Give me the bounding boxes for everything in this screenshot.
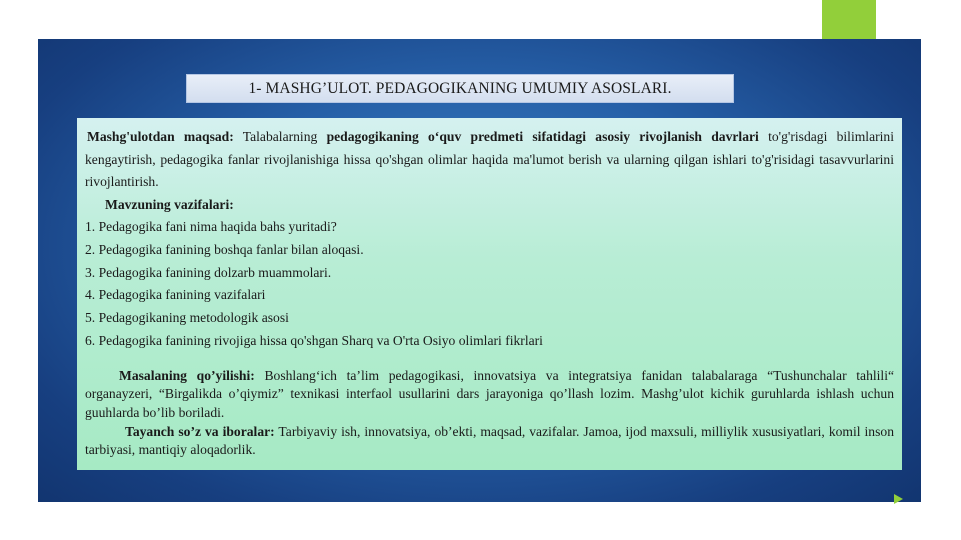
- spacer: [85, 353, 894, 367]
- task-item: 4. Pedagogika fanining vazifalari: [85, 287, 266, 303]
- goal-bold-phrase: pedagogikaning o‘quv predmeti sifatidagi asosiy rivojlanish davrlari: [326, 129, 759, 144]
- task-list: [85, 216, 894, 353]
- solution-text: Boshlang‘ich ta’lim pedagogikasi, innovatsiya va integratsiya fanidan talabalaraga “Tushunchalar tahlili“ organayzeri, “Birgalikda o’qiymiz” texnikasi interfaol usullarini dars jarayoniga qo’llash lozim. Mashg’ulot kichik guruhlarda ishlash uchun guuhlarda bo’lib boriladi.: [85, 367, 895, 420]
- keywords-text: Tarbiyaviy ish, innovatsiya, ob’ekti, maqsad, vazifalar. Jamoa, ijod maxsuli, milliylik xususiyatlari, komil inson tarbiyasi, mantiqiy aloqadorlik.: [85, 423, 894, 458]
- task-item: 5. Pedagogikaning metodologik asosi: [85, 310, 289, 326]
- task-item: 1. Pedagogika fani nima haqida bahs yuritadi?: [85, 219, 337, 234]
- tasks-title: Mavzuning vazifalari:: [105, 196, 234, 212]
- play-arrow-icon[interactable]: [894, 494, 903, 504]
- slide-title-text: 1- MASHG’ULOT. PEDAGOGIKANING UMUMIY ASOSLARI.: [248, 79, 672, 97]
- keywords-paragraph: [85, 423, 894, 460]
- goal-label: Mashg'ulotdan maqsad:: [87, 129, 234, 144]
- task-item: 6. Pedagogika fanining rivojiga hissa qo'shgan Sharq va O'rta Osiyo olimlari fikrlari: [85, 332, 543, 348]
- goal-paragraph: [85, 126, 894, 194]
- content-box: [77, 118, 902, 470]
- solution-paragraph: [85, 367, 894, 423]
- goal-text-after: to'g'risdagi bilimlarini kengaytirish, pedagogika fanlar rivojlanishiga hissa qo'shgan olimlar haqida ma'lumot berish va ularning qilgan ishlari to'g'risidagi tasavvurlarini rivojlantirish.: [85, 129, 894, 189]
- keywords-label: Tayanch so’z va iboralar:: [125, 423, 275, 439]
- goal-text-before: Talabalarning: [233, 129, 327, 144]
- solution-label: Masalaning qo’yilishi:: [119, 367, 255, 383]
- task-item: 2. Pedagogika fanining boshqa fanlar bilan aloqasi.: [85, 241, 364, 257]
- slide-title: [186, 74, 734, 103]
- task-item: 3. Pedagogika fanining dolzarb muammolari.: [85, 264, 332, 280]
